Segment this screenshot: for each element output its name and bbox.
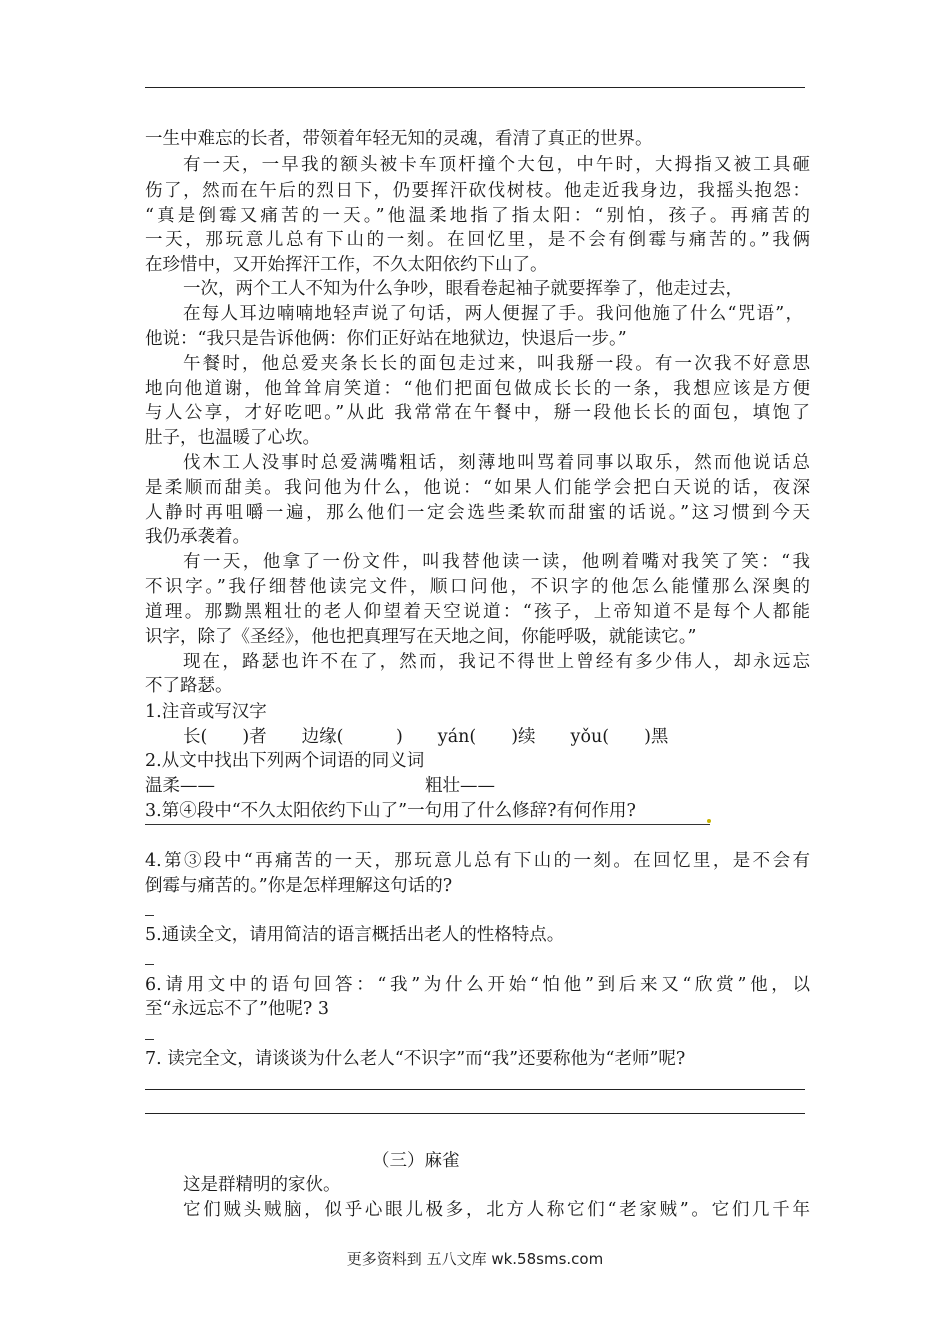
- question-2-right: 粗壮——: [425, 776, 495, 796]
- paragraph-line: 识字，除了《圣经》，他也把真理写在天地之间，你能呼吸，就能读它。”: [145, 627, 697, 647]
- top-rule: [145, 87, 805, 88]
- question-1-items: 长( )者 边缘( ) yán( )续 yǒu( )黑: [183, 727, 669, 747]
- paragraph-line: 一生中难忘的长者，带领着年轻无知的灵魂，看清了真正的世界。: [145, 129, 653, 149]
- paragraph-line: 是柔顺而甜美。我问他为什么，他说：“如果人们能学会把白天说的话，夜深: [145, 478, 810, 498]
- answer-line: [145, 1089, 805, 1090]
- paragraph-line: 与人公享，才好吃吧。”从此 我常常在午餐中，掰一段他长长的面包，填饱了: [145, 403, 810, 423]
- paragraph-line: “真是倒霉又痛苦的一天。”他温柔地指了指太阳：“别怕，孩子。再痛苦的: [145, 206, 810, 226]
- question-7: 7. 读完全文，请谈谈为什么老人“不识字”而“我”还要称他为“老师”呢?: [145, 1049, 686, 1069]
- answer-dash: [145, 915, 154, 916]
- answer-line: [145, 1113, 805, 1114]
- answer-dash: [145, 964, 154, 965]
- paragraph-line: 地向他道谢，他耸耸肩笑道：“他们把面包做成长长的一条，我想应该是方便: [145, 379, 810, 399]
- question-4-line-1: 4.第③段中“再痛苦的一天，那玩意儿总有下山的一刻。在回忆里，是不会有: [145, 851, 810, 871]
- paragraph-line: 有一天，一早我的额头被卡车顶杆撞个大包，中午时，大拇指又被工具砸: [183, 155, 810, 175]
- paragraph-line: 伤了，然而在午后的烈日下，仍要挥汗砍伐树枝。他走近我身边，我摇头抱怨：: [145, 181, 810, 201]
- answer-line: [145, 824, 710, 825]
- paragraph-line: 一次，两个工人不知为什么争吵，眼看卷起袖子就要挥拳了，他走过去，: [183, 279, 743, 299]
- paragraph-line: 在每人耳边喃喃地轻声说了句话，两人便握了手。我问他施了什么“咒语”，: [183, 304, 803, 324]
- paragraph-line: 有一天，他拿了一份文件，叫我替他读一读，他咧着嘴对我笑了笑：“我: [183, 552, 810, 572]
- paragraph-line: 现在，路瑟也许不在了，然而，我记不得世上曾经有多少伟人，却永远忘: [183, 652, 810, 672]
- paragraph-line: 我仍承袭着。: [145, 527, 250, 547]
- paragraph-line: 他说：“我只是告诉他俩：你们正好站在地狱边，快退后一步。”: [145, 329, 627, 349]
- question-6-line-2: 至“永远忘不了”他呢? 3: [145, 999, 329, 1019]
- answer-dash: [145, 1039, 154, 1040]
- question-5: 5.通读全文，请用简洁的语言概括出老人的性格特点。: [145, 925, 565, 945]
- paragraph-line: 伐木工人没事时总爱满嘴粗话，刻薄地叫骂着同事以取乐，然而他说话总: [183, 453, 810, 473]
- paragraph-line: 不识字。”我仔细替他读完文件，顺口问他，不识字的他怎么能懂那么深奥的: [145, 577, 810, 597]
- paragraph-line: 这是群精明的家伙。: [183, 1175, 341, 1195]
- paragraph-line: 人静时再咀嚼一遍，那么他们一定会选些柔软而甜蜜的话说。”这习惯到今天: [145, 503, 810, 523]
- question-4-line-2: 倒霉与痛苦的。”你是怎样理解这句话的?: [145, 876, 453, 896]
- paragraph-line: 在珍惜中，又开始挥汗工作，不久太阳依约下山了。: [145, 255, 548, 275]
- paragraph-line: 肚子，也温暖了心坎。: [145, 428, 320, 448]
- paragraph-line: 午餐时，他总爱夹条长长的面包走过来，叫我掰一段。有一次我不好意思: [183, 354, 810, 374]
- footer-link[interactable]: 更多资料到 五八文库 wk.58sms.com: [346, 1250, 604, 1268]
- paragraph-line: 一天，那玩意儿总有下山的一刻。在回忆里，是不会有倒霉与痛苦的。”我俩: [145, 230, 810, 250]
- question-6-line-1: 6.请用文中的语句回答：“我”为什么开始“怕他”到后来又“欣赏”他，以: [145, 975, 810, 995]
- question-2-title: 2.从文中找出下列两个词语的同义词: [145, 751, 425, 771]
- passage-title: （三）麻雀: [372, 1151, 460, 1171]
- marker-dot: [707, 819, 711, 823]
- question-2-left: 温柔——: [145, 776, 215, 796]
- paragraph-line: 道理。那黝黑粗壮的老人仰望着天空说道：“孩子，上帝知道不是每个人都能: [145, 602, 810, 622]
- paragraph-line: 不了路瑟。: [145, 676, 233, 696]
- paragraph-line: 它们贼头贼脑，似乎心眼儿极多，北方人称它们“老家贼”。它们几千年: [183, 1200, 810, 1220]
- question-1-title: 1.注音或写汉字: [145, 702, 267, 722]
- question-3: 3.第④段中“不久太阳依约下山了”一句用了什么修辞?有何作用?: [145, 801, 636, 821]
